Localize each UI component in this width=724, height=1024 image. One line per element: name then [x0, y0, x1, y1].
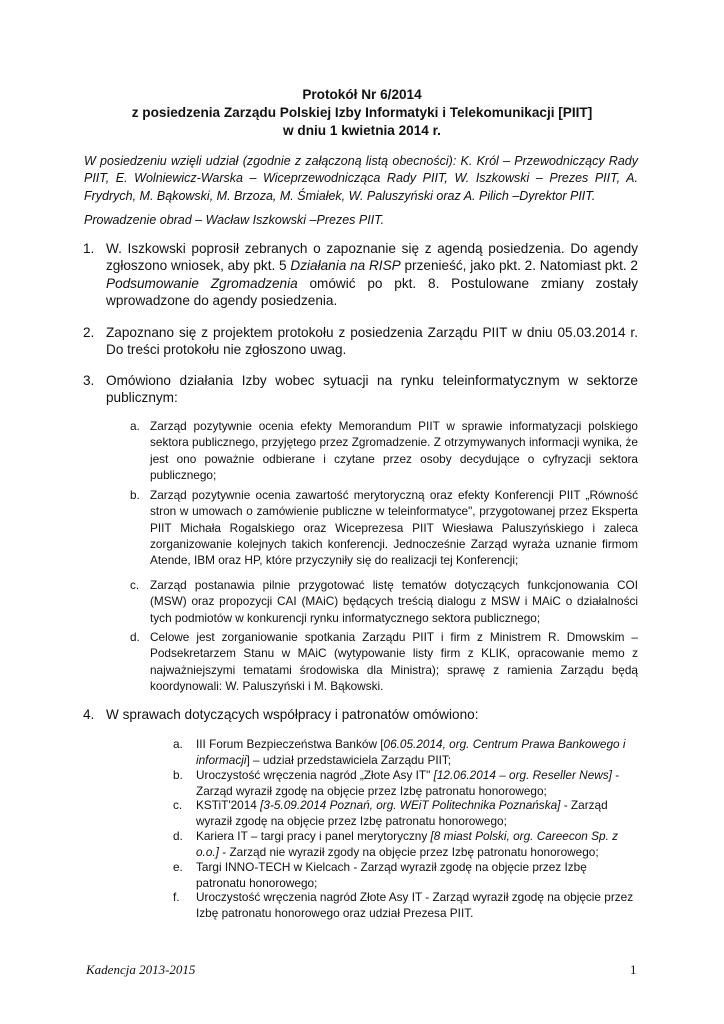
meeting-date: w dniu 1 kwietnia 2014 r.	[283, 123, 441, 138]
subitem-letter: e.	[173, 860, 183, 874]
subitem-letter: a.	[173, 737, 183, 751]
emphasis: [3-5.09.2014 Poznań, org. WEiT Politechnika Poznańska]	[260, 798, 561, 812]
item-1-text: W. Iszkowski poprosił zebranych o zapoznanie się z agendą posiedzenia. Do agendy zgłoszono wniosek, aby pkt. 5 Działania na RISP przenieść, jako pkt. 2. Natomiast pkt. 2 Podsumowanie Zgromadzenia omówić po pkt. 8. Postulowane zmiany zostały wprowadzone do agendy posiedzenia.	[106, 241, 638, 309]
subitem-4b-text: Uroczystość wręczenia nagród „Złote Asy IT" [12.06.2014 – org. Reseller News] - Zarząd wyraził zgodę na objęcie przez Izbę patronatu honorowego;	[196, 768, 620, 798]
attendance-paragraph: W posiedzeniu wzięli udział (zgodnie z załączoną listą obecności): K. Król – Przewodniczący Rady PIIT, E. Wolniewicz-Warska – Wiceprzewodnicząca Rady PIIT, W. Iszkowski – Prezes PIIT, A. Frydrych, M. Bąkowski, M. Brzoza, M. Śmiałek, W. Paluszyński oraz A. Pilich –Dyrektor PIIT.	[84, 154, 638, 203]
emphasis: [8 miast Polski, org. Careecon Sp. z o.o.]	[196, 829, 619, 859]
subitem-letter: a.	[130, 419, 140, 433]
item-number: 3.	[83, 373, 95, 388]
subitem-letter: c.	[130, 578, 140, 592]
page-number: 1	[630, 962, 637, 977]
emphasis: Podsumowanie Zgromadzenia	[106, 275, 298, 291]
item-number: 1.	[83, 241, 95, 256]
protocol-title: Protokół Nr 6/2014	[302, 87, 422, 102]
subitem-4f-text: Uroczystość wręczenia nagród Złote Asy IT - Zarząd wyraził zgodę na objęcie przez Izbę patronatu honorowego oraz udział Prezesa PIIT.	[196, 890, 634, 920]
subitem-letter: f.	[173, 890, 180, 904]
item-3-text: Omówiono działania Izby wobec sytuacji na rynku teleinformatycznym w sektorze publicznym:	[106, 373, 638, 406]
item-number: 4.	[83, 707, 95, 722]
subitem-3d-text: Celowe jest zorganiowanie spotkania Zarządu PIIT i firm z Ministrem R. Dmowskim – Podsekretarzem Stanu w MAiC (wytypowanie listy firm z KLIK, opracowanie memo z najważniejszymi tematami środowiska dla Ministra); sprawę z ramienia Zarządu będą koordynowali: W. Paluszyński i M. Bąkowski.	[150, 630, 638, 693]
footer-term: Kadencja 2013-2015	[86, 962, 196, 977]
item-4-text: W sprawach dotyczących współpracy i patronatów omówiono:	[106, 707, 479, 722]
emphasis: [12.06.2014 – org. Reseller News]	[433, 768, 612, 782]
subitem-letter: b.	[130, 488, 140, 502]
meeting-subtitle: z posiedzenia Zarządu Polskiej Izby Informatyki i Telekomunikacji [PIIT]	[131, 105, 593, 120]
subitem-letter: d.	[130, 630, 140, 644]
item-number: 2.	[83, 325, 95, 340]
subitem-3c-text: Zarząd postanawia pilnie przygotować listę tematów dotyczących funkcjonowania COI (MSW) oraz propozycji CAI (MAiC) będących treścią dialogu z MSW i MAiC o działalności tych podmiotów w konkurencji rynku informatycznego sektora publicznego;	[150, 578, 638, 625]
subitem-3b-text: Zarząd pozytywnie ocenia zawartość merytoryczną oraz efekty Konferencji PIIT „Równość stron w umowach o zamówienie publiczne w teleinformatyce", przygotowanej przez Eksperta PIIT Michała Rogalskiego oraz Wiceprezesa PIIT Wiesława Paluszyńskiego i zaleca zorganizowanie kolejnych takich konferencji. Jednocześnie Zarząd wyraża uznanie firmom Atende, IBM oraz HP, które przyczyniły się do realizacji tej Konferencji;	[150, 488, 638, 568]
subitem-4d-text: Kariera IT – targi pracy i panel merytoryczny [8 miast Polski, org. Careecon Sp. z o.o.] - Zarząd nie wyraził zgody na objęcie przez Izbę patronatu honorowego;	[196, 829, 619, 859]
chair-paragraph: Prowadzenie obrad – Wacław Iszkowski –Prezes PIIT.	[84, 213, 385, 227]
emphasis: Działania na RISP	[290, 258, 401, 274]
subitem-letter: b.	[173, 768, 183, 782]
subitem-4c-text: KSTiT'2014 [3-5.09.2014 Poznań, org. WEiT Politechnika Poznańska] - Zarząd wyraził zgodę na objęcie przez Izbę patronatu honorowego;	[196, 798, 608, 828]
item-2-text: Zapoznano się z projektem protokołu z posiedzenia Zarządu PIIT w dniu 05.03.2014 r. Do treści protokołu nie zgłoszono uwag.	[106, 325, 638, 358]
subitem-letter: c.	[173, 798, 183, 812]
subitem-3a-text: Zarząd pozytywnie ocenia efekty Memorandum PIIT w sprawie informatyzacji polskiego sektora publicznego, przyjętego przez Zgromadzenie. Z otrzymywanych informacji wynika, że jest ono poważnie odbierane i czytane przez osoby decydujące o cyfryzacji sektora publicznego;	[150, 419, 638, 482]
subitem-4e-text: Targi INNO-TECH w Kielcach - Zarząd wyraził zgodę na objęcie przez Izbę patronatu honorowego;	[196, 860, 587, 890]
emphasis: 06.05.2014, org. Centrum Prawa Bankowego i informacji	[196, 737, 626, 767]
subitem-4a-text: III Forum Bezpieczeństwa Banków [06.05.2014, org. Centrum Prawa Bankowego i informacji] – udział przedstawiciela Zarządu PIIT;	[196, 737, 626, 767]
subitem-letter: d.	[173, 829, 183, 843]
